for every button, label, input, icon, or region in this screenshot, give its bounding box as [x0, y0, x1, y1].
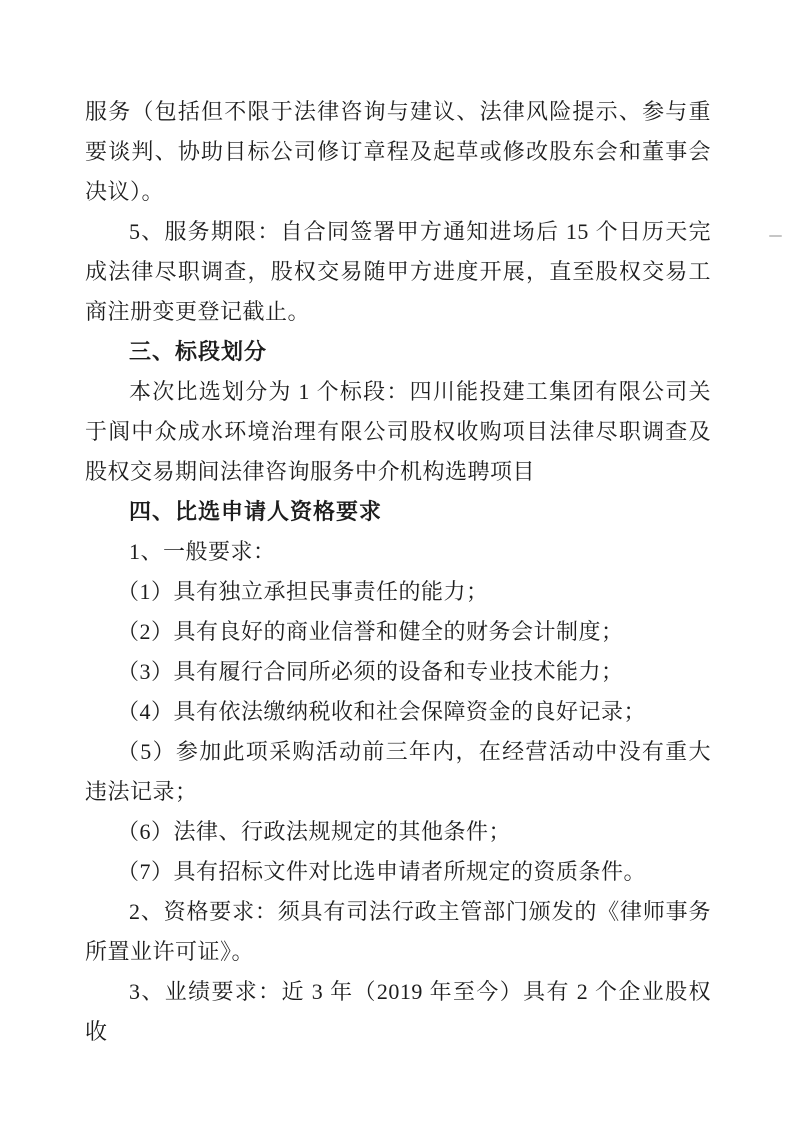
paragraph-qualification-requirement: 2、资格要求：须具有司法行政主管部门颁发的《律师事务所置业许可证》。	[85, 899, 711, 964]
section-heading-applicant-qualifications: 四、比选申请人资格要求	[129, 499, 383, 524]
paragraph-lot-description: 本次比选划分为 1 个标段：四川能投建工集团有限公司关于阆中众成水环境治理有限公司股权收购项目法律尽职调查及股权交易期间法律咨询服务中介机构选聘项目	[85, 379, 711, 484]
list-item-requirement-1: （1）具有独立承担民事责任的能力；	[117, 579, 489, 604]
list-item-requirement-7: （7）具有招标文件对比选申请者所规定的资质条件。	[117, 859, 647, 884]
list-item-requirement-3: （3）具有履行合同所必须的设备和专业技术能力；	[117, 659, 624, 684]
list-item-requirement-4: （4）具有依法缴纳税收和社会保障资金的良好记录；	[117, 699, 647, 724]
paragraph-general-requirements-label: 1、一般要求：	[129, 539, 276, 564]
list-item-requirement-5: （5）参加此项采购活动前三年内，在经营活动中没有重大违法记录；	[85, 739, 711, 804]
document-body	[85, 92, 711, 1052]
list-item-requirement-6: （6）法律、行政法规规定的其他条件；	[117, 819, 512, 844]
scan-artifact	[769, 235, 782, 237]
paragraph-service-scope-continuation: 服务（包括但不限于法律咨询与建议、法律风险提示、参与重要谈判、协助目标公司修订章程及起草或修改股东会和董事会决议）。	[85, 99, 711, 204]
list-item-requirement-2: （2）具有良好的商业信誉和健全的财务会计制度；	[117, 619, 624, 644]
section-heading-lot-division: 三、标段划分	[129, 339, 268, 364]
paragraph-performance-requirement: 3、业绩要求：近 3 年（2019 年至今）具有 2 个企业股权收	[85, 979, 711, 1044]
paragraph-service-period: 5、服务期限：自合同签署甲方通知进场后 15 个日历天完成法律尽职调查，股权交易随甲方进度开展，直至股权交易工商注册变更登记截止。	[85, 219, 711, 324]
